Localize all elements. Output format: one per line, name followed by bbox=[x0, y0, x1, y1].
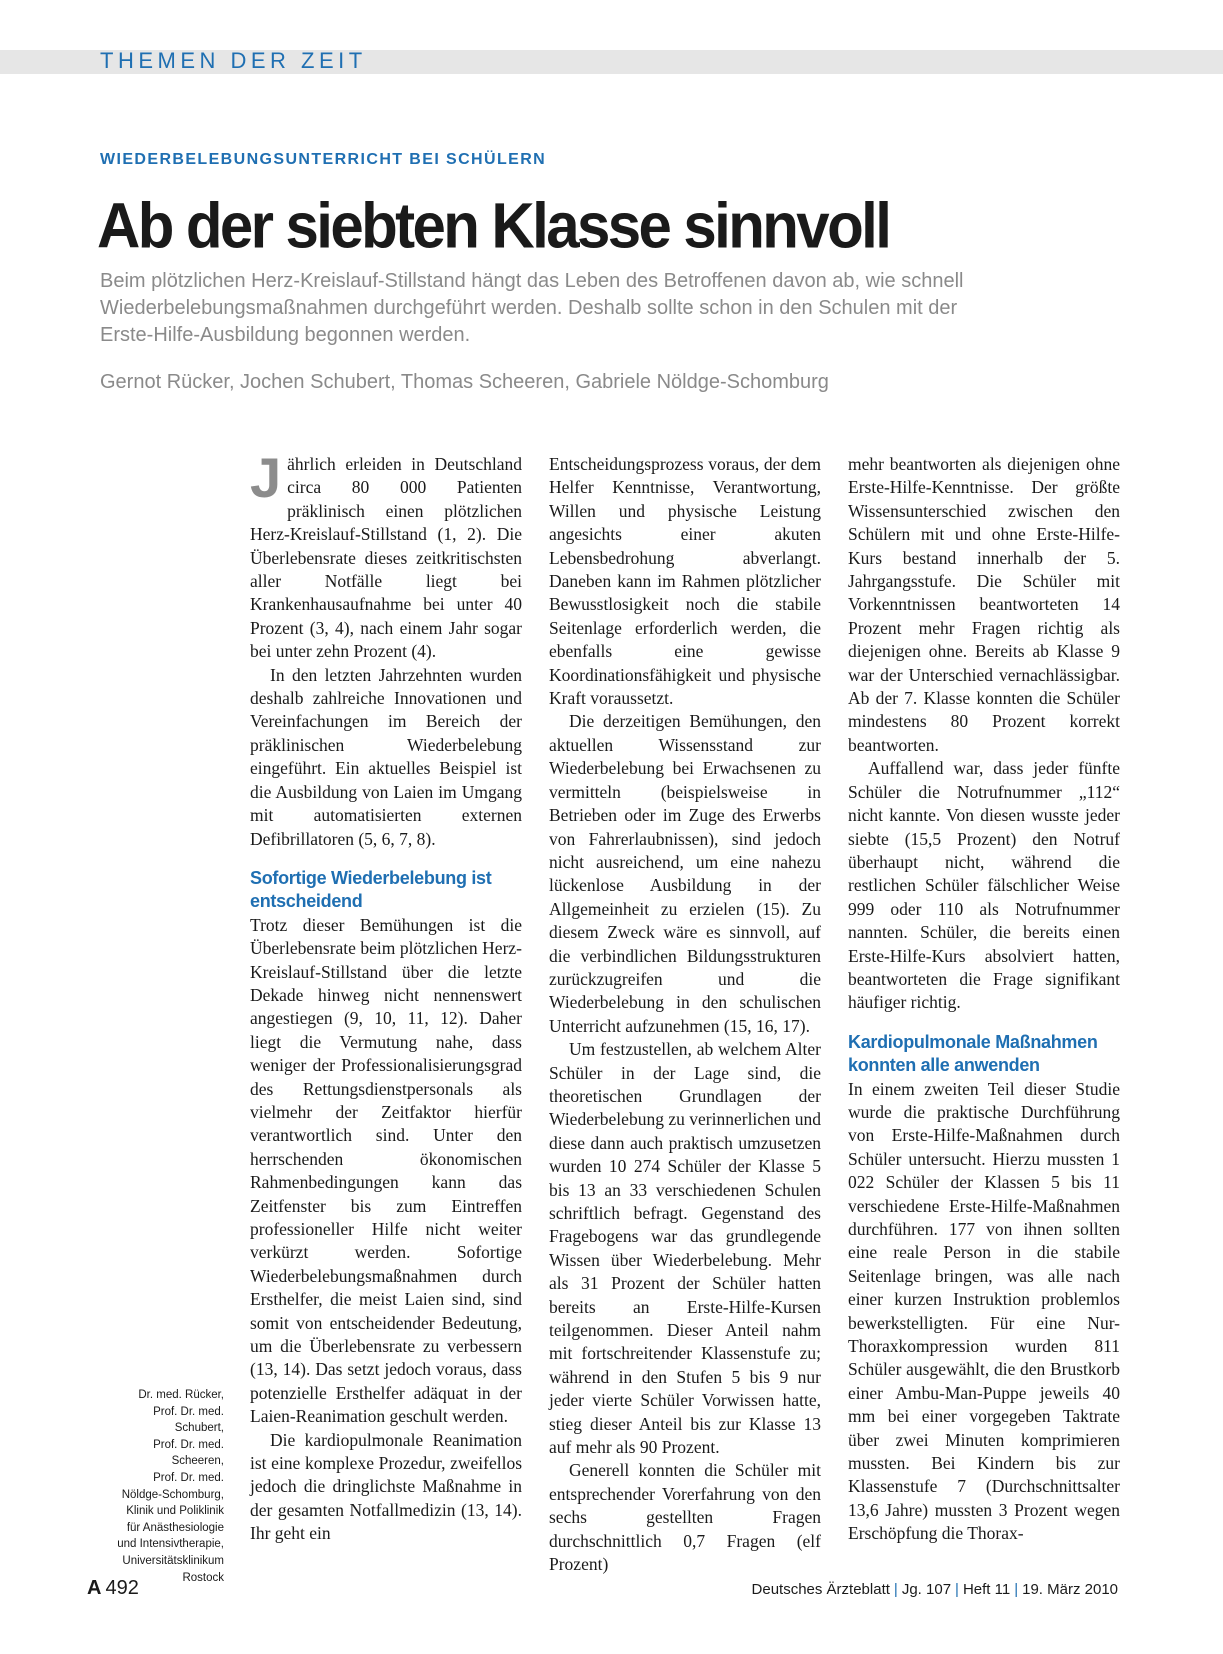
author-affiliation bbox=[110, 1387, 224, 1586]
journal-name: Deutsches Ärzteblatt bbox=[751, 1581, 890, 1598]
paragraph: Um festzustellen, ab welchem Alter Schüler in der Lage sind, die theoretischen Grundlagen der Wiederbelebung zu verinnerlichen und diese dann auch praktisch umzusetzen wurden 10 274 Schüler der Klasse 5 bis 13 an 33 verschiedenen Schulen schriftlich befragt. Gegenstand des Fragebogens war das grundlegende Wissen über Wiederbelebung. Mehr als 31 Prozent der Schüler hatten bereits an Erste-Hilfe-Kursen teilgenommen. Dieser Anteil nahm mit fortschreitender Klassenstufe zu; während in den Stufen 5 bis 9 nur jeder vierte Schüler Vorwissen hatte, stieg dieser Anteil bis zur Klasse 13 auf mehr als 90 Prozent. bbox=[549, 1039, 821, 1458]
article-authors: Gernot Rücker, Jochen Schubert, Thomas Scheeren, Gabriele Nöldge-Schomburg bbox=[100, 371, 829, 393]
paragraph: Trotz dieser Bemühungen ist die Überlebensrate beim plötzlichen Herz-Kreislauf-Stillstand über die letzte Dekade hinweg nicht nennenswert angestiegen (9, 10, 11, 12). Daher liegt die Vermutung nahe, dass weniger der Professionalisierungsgrad des Rettungsdienstpersonals als vielmehr der Zeitfaktor hierfür verantwortlich sind. Unter den herrschenden ökonomischen Rahmenbedingungen kann das Zeitfenster bis zum Eintreffen professioneller Hilfe nicht weiter verkürzt werden. Sofortige Wiederbelebungsmaßnahmen durch Ersthelfer, die meist Laien sind, sind somit von entscheidender Bedeutung, um die Überlebensrate zu verbessern (13, 14). Das setzt jedoch voraus, dass potenzielle Ersthelfer adäquat in der Laien-Reanimation geschult werden. bbox=[250, 914, 522, 1427]
journal-issue: Heft 11 bbox=[962, 1581, 1011, 1598]
text-column-2 bbox=[549, 453, 821, 1577]
journal-info bbox=[752, 1581, 1118, 1598]
journal-volume: Jg. 107 bbox=[901, 1581, 952, 1598]
subheading: Sofortige Wiederbelebung ist entscheidend bbox=[250, 867, 492, 912]
text-column-3 bbox=[848, 453, 1120, 1546]
separator: | bbox=[1014, 1581, 1019, 1598]
page-number bbox=[87, 1577, 139, 1600]
text-column-1 bbox=[250, 446, 522, 1546]
affiliation-line: Dr. med. Rücker, bbox=[138, 1389, 224, 1401]
paragraph: In einem zweiten Teil dieser Studie wurde die praktische Durchführung von Erste-Hilfe-Maßnahmen durch Schüler untersucht. Hierzu mussten 1 022 Schüler der Klassen 5 bis 11 verschiedene Erste-Hilfe-Maßnahmen durchführen. 177 von ihnen sollten eine reale Person in die stabile Seitenlage bringen, was alle nach einer kurzen Instruktion problemlos bewerkstelligten. Für eine Nur-Thoraxkompression wurden 811 Schüler ausgewählt, die den Brustkorb einer Ambu-Man-Puppe jeweils 40 mm bei einer vorgegeben Taktrate über zwei Minuten komprimieren mussten. Bei Kindern bis zur Klassenstufe 7 (Durchschnittsalter 13,6 Jahre) mussten 3 Prozent wegen Erschöpfung die Thorax- bbox=[848, 1078, 1120, 1544]
paragraph: Generell konnten die Schüler mit entsprechender Vorerfahrung von den sechs gestellten Fragen durchschnittlich 0,7 Fragen (elf Prozent) bbox=[549, 1460, 821, 1575]
drop-cap: J bbox=[250, 446, 282, 509]
section-label: THEMEN DER ZEIT bbox=[100, 48, 367, 73]
affiliation-line: für Anästhesiologie bbox=[126, 1521, 224, 1534]
affiliation-line: Universitätsklinikum bbox=[122, 1554, 224, 1567]
affiliation-line: und Intensivtherapie, bbox=[117, 1538, 224, 1551]
affiliation-line: Nöldge-Schomburg, bbox=[121, 1488, 224, 1501]
affiliation-line: Prof. Dr. med. bbox=[153, 1471, 224, 1484]
paragraph: Entscheidungsprozess voraus, der dem Helfer Kenntnisse, Verantwortung, Willen und physische Leistung angesichts einer akuten Lebensbedrohung abverlangt. Daneben kann im Rahmen plötzlicher Bewusstlosigkeit noch die stabile Seitenlage erforderlich werden, die ebenfalls eine gewisse Koordinationsfähigkeit und physische Kraft voraussetzt. bbox=[549, 454, 821, 709]
article-kicker: WIEDERBELEBUNGSUNTERRICHT BEI SCHÜLERN bbox=[100, 151, 547, 168]
paragraph: Die kardiopulmonale Reanimation ist eine komplexe Prozedur, zweifellos jedoch die dringlichste Maßnahme in der gesamten Notfallmedizin (13, 14). Ihr geht ein bbox=[250, 1429, 522, 1544]
paragraph-text: ährlich erleiden in Deutschland circa 80 000 Patienten präklinisch einen plötzlichen Herz-Kreislauf-Stillstand (1, 2). Die Überlebensrate dieses zeitkritischsten aller Notfälle liegt bei Krankenhausaufnahme bei unter 40 Prozent (3, 4), nach einem Jahr sogar bei unter zehn Prozent (4). bbox=[250, 454, 522, 662]
affiliation-line: Klinik und Poliklinik bbox=[126, 1505, 224, 1518]
article-lead: Beim plötzlichen Herz-Kreislauf-Stillstand hängt das Leben des Betroffenen davon ab, wie schnell Wiederbelebungsmaßnahmen durchgeführt werden. Deshalb sollte schon in den Schulen mit der Erste-Hilfe-Ausbildung begonnen werden. bbox=[100, 270, 964, 346]
affiliation-line: Rostock bbox=[182, 1571, 224, 1584]
subheading: Kardiopulmonale Maßnahmen konnten alle anwenden bbox=[848, 1031, 1098, 1076]
separator: | bbox=[955, 1581, 959, 1598]
page-prefix: A bbox=[87, 1577, 102, 1599]
paragraph: Auffallend war, dass jeder fünfte Schüler die Notrufnummer „112“ nicht kannte. Von diesen wusste jeder siebte (15,5 Prozent) den Notruf überhaupt nicht, während die restlichen Schüler fälschlicher Weise 999 oder 110 als Notrufnummer nannten. Schüler, die bereits einen Erste-Hilfe-Kurs absolviert hatten, beantworteten die Frage signifikant häufiger richtig. bbox=[848, 758, 1120, 1013]
affiliation-line: Prof. Dr. med. Schubert, bbox=[153, 1405, 224, 1435]
paragraph: In den letzten Jahrzehnten wurden deshalb zahlreiche Innovationen und Vereinfachungen im Bereich der präklinischen Wiederbelebung eingeführt. Ein aktuelles Beispiel ist die Ausbildung von Laien im Umgang mit automatisierten externen Defibrillatoren (5, 6, 7, 8). bbox=[250, 664, 522, 849]
page-number-value: 492 bbox=[105, 1577, 139, 1599]
separator: | bbox=[893, 1581, 898, 1598]
affiliation-line: Prof. Dr. med. Scheeren, bbox=[153, 1438, 224, 1468]
paragraph: Die derzeitigen Bemühungen, den aktuellen Wissensstand zur Wiederbelebung bei Erwachsenen zu vermitteln (beispielsweise in Betrieben oder im Zuge des Erwerbs von Fahrerlaubnissen), sind jedoch nicht ausreichend, um eine nahezu lückenlose Ausbildung in der Allgemeinheit zu erzielen (15). Zu diesem Zweck wäre es sinnvoll, auf die verbindlichen Bildungsstrukturen zurückzugreifen und die Wiederbelebung in den schulischen Unterricht aufzunehmen (15, 16, 17). bbox=[549, 711, 821, 1036]
paragraph: mehr beantworten als diejenigen ohne Erste-Hilfe-Kenntnisse. Der größte Wissensunterschied zwischen den Schülern mit und ohne Erste-Hilfe-Kurs bestand innerhalb der 5. Jahrgangsstufe. Die Schüler mit Vorkenntnissen beantworteten 14 Prozent mehr Fragen richtig als diejenigen ohne. Bereits ab Klasse 9 war der Unterschied vernachlässigbar. Ab der 7. Klasse konnten die Schüler mindestens 80 Prozent korrekt beantworten. bbox=[848, 454, 1120, 755]
paragraph bbox=[250, 446, 522, 664]
journal-date: 19. März 2010 bbox=[1022, 1581, 1118, 1598]
article-title: Ab der siebten Klasse sinnvoll bbox=[97, 190, 890, 262]
